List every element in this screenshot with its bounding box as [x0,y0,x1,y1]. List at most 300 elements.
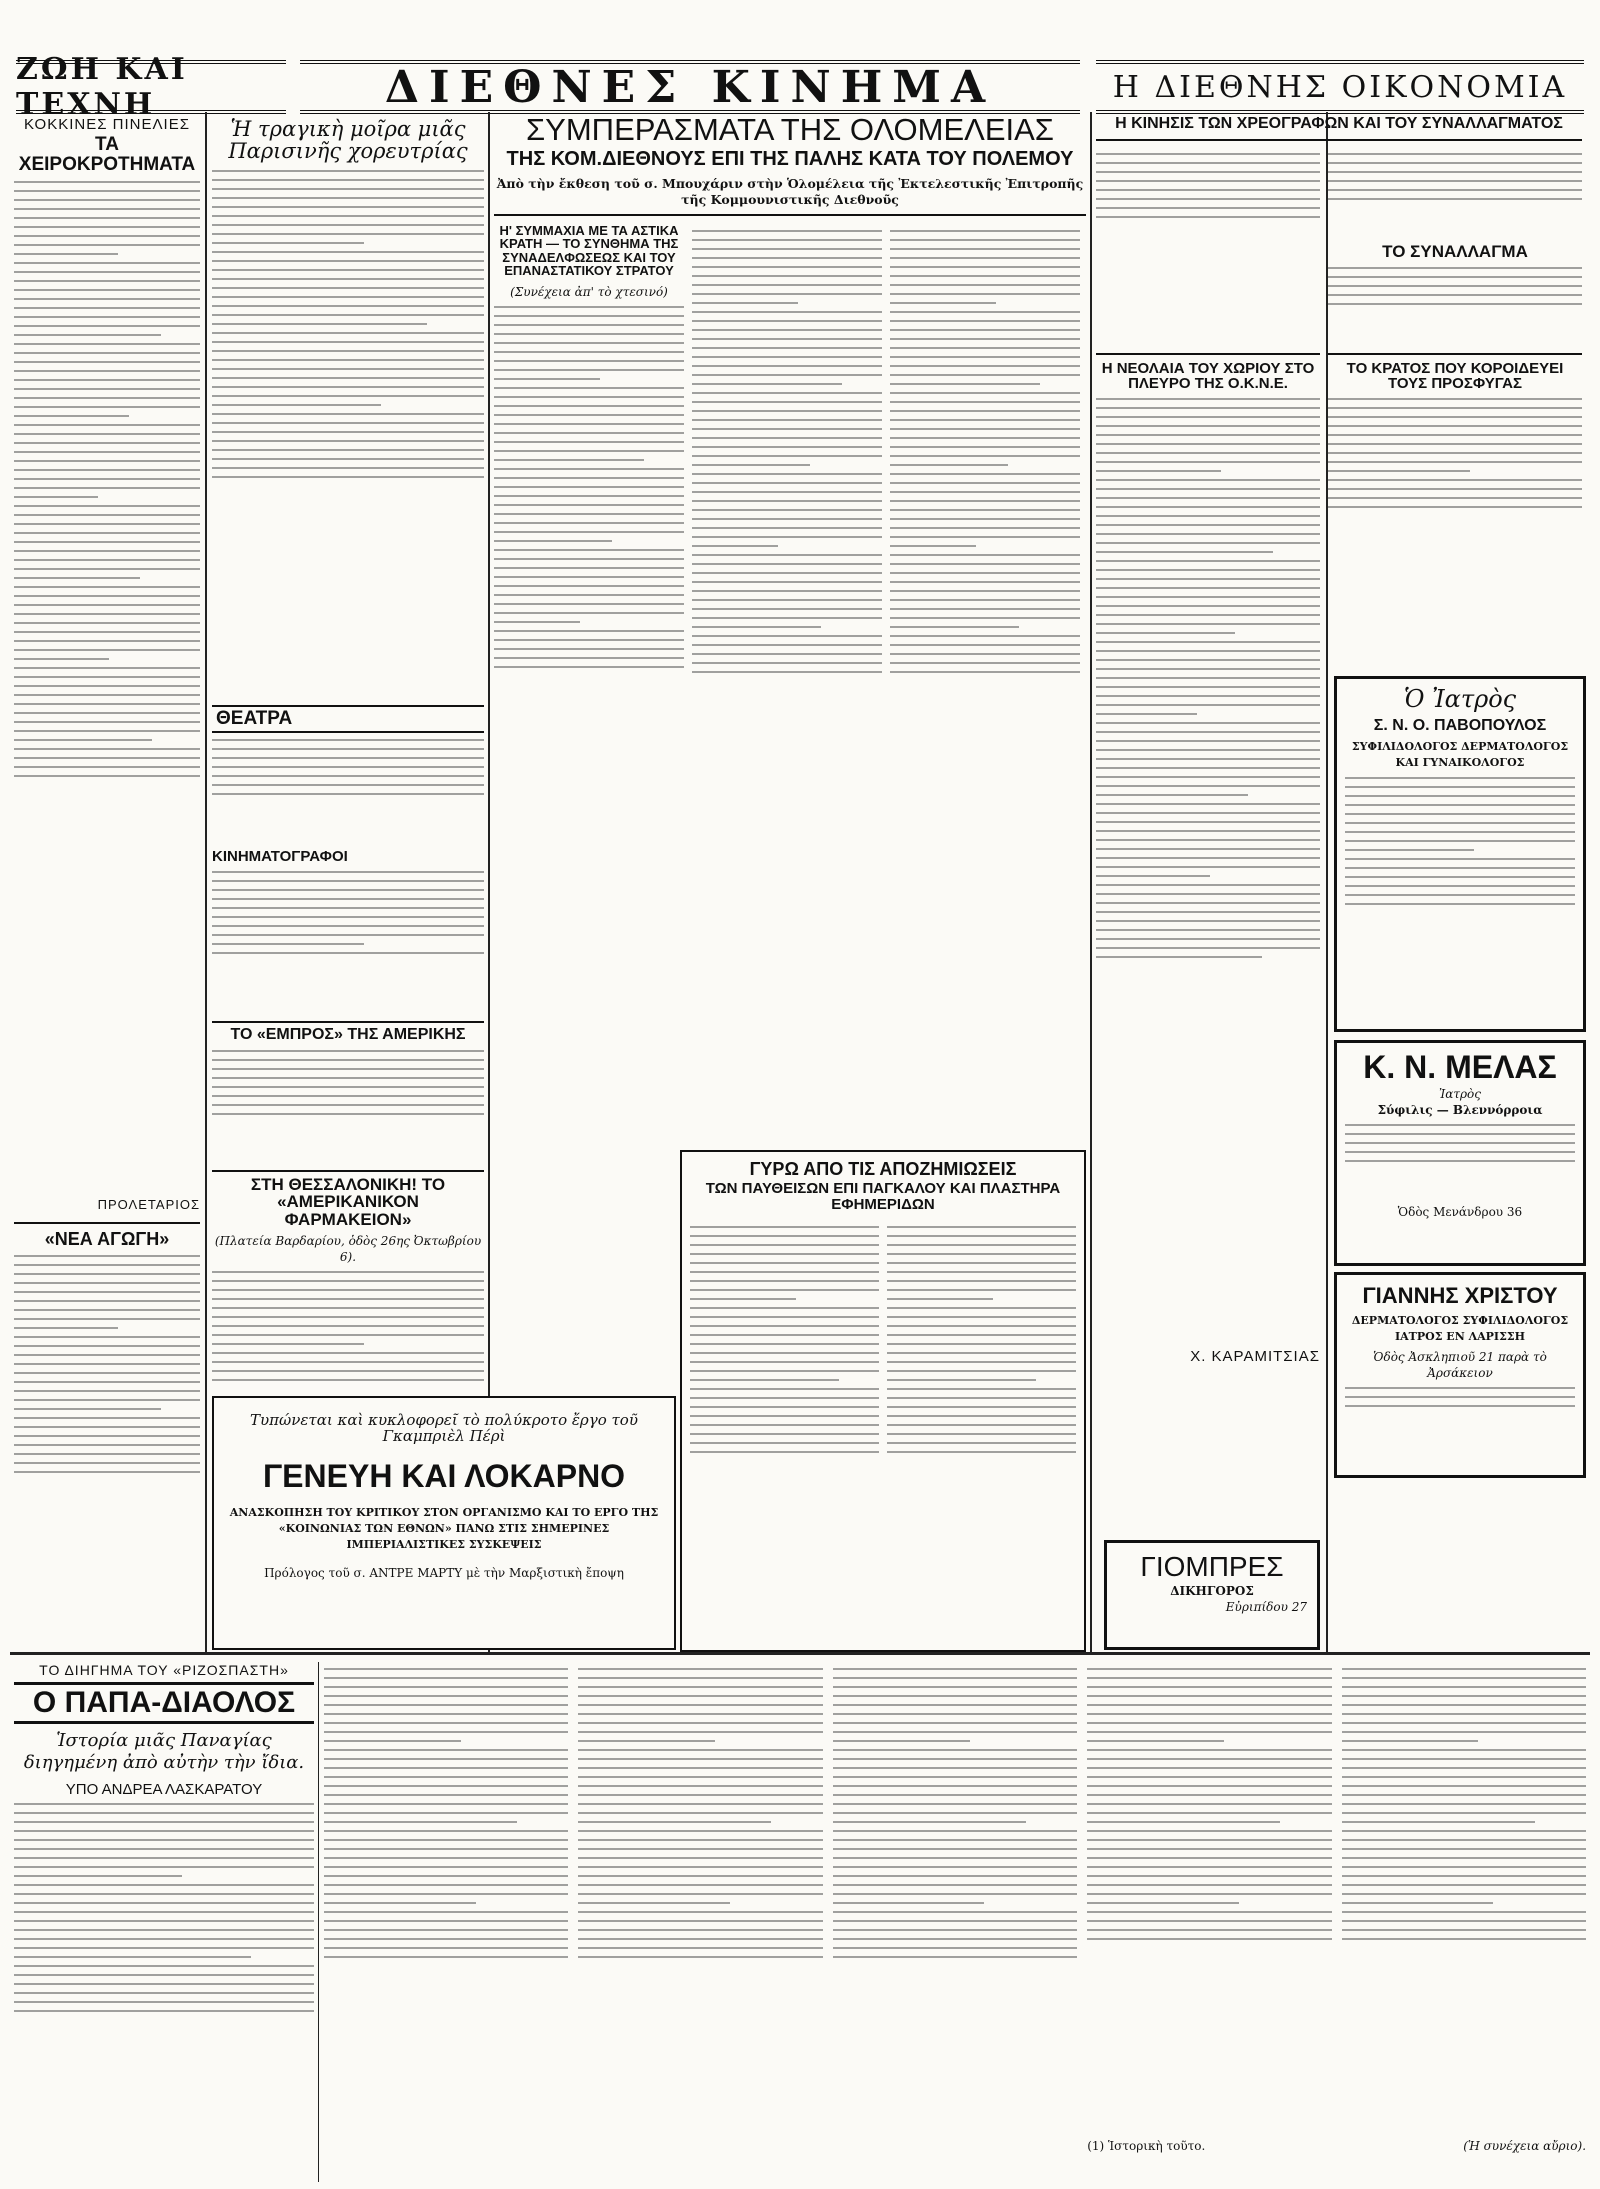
text-line [212,449,484,451]
text-line [324,1758,568,1760]
section-header-international-economy: Η ΔΙΕΘΝΗΣ ΟΙΚΟΝΟΜΙΑ [1096,60,1584,114]
text-line [1328,189,1582,191]
text-line [1096,902,1320,904]
text-line [1342,1722,1586,1724]
text-line [890,455,1080,457]
text-line [690,1352,879,1354]
text-line [887,1370,1076,1372]
text-line [14,307,200,309]
text-line [1342,1821,1535,1823]
text-line [324,1803,568,1805]
text-line [14,271,200,273]
text-line [14,289,200,291]
text-line [14,541,200,543]
text-line [890,509,1080,511]
text-line [14,388,200,390]
text-line [1087,1686,1331,1688]
serial-subtitle: Ἱστορία μιᾶς Παναγίας διηγημένη ἀπὸ αὐτὴν τὴν ἴδια. [23,1729,305,1773]
text-line [692,500,882,502]
text-line [890,572,1080,574]
text-line [14,325,200,327]
text-line [1342,1803,1586,1805]
text-line [833,1812,1077,1814]
text-line [890,428,1080,430]
text-line [578,1794,822,1796]
text-line [212,1095,484,1097]
text-line [692,257,882,259]
text-line [14,1327,118,1329]
text-line [1096,794,1248,796]
text-line [494,423,684,425]
text-line [212,880,484,882]
text-line [1345,876,1575,878]
text-line [212,1077,484,1079]
text-line [890,671,1080,673]
text-line [494,594,684,596]
text-line [1096,180,1320,182]
text-line [1328,497,1582,499]
text-line [212,1352,484,1354]
text-line [887,1433,1076,1435]
text-line [1342,1812,1586,1814]
ad-name: ΓΙΑΝΝΗΣ ΧΡΙΣΤΟΥ [1362,1283,1558,1308]
text-line [890,284,1080,286]
text-line [212,314,484,316]
text-line [212,871,484,873]
reparations-article [680,1150,1086,1652]
text-line [890,293,1080,295]
text-line [494,666,684,668]
text-line [494,630,684,632]
text-line [494,414,684,416]
text-line [14,298,200,300]
text-line [890,653,1080,655]
text-line [14,730,200,732]
text-line [692,626,821,628]
text-line [690,1244,879,1246]
text-line [1345,903,1575,905]
text-line [890,329,1080,331]
text-line [212,739,484,741]
text-line [14,1291,200,1293]
article-body [494,306,684,926]
text-line [324,1740,461,1742]
text-line [578,1722,822,1724]
text-line [14,1893,314,1895]
text-line [212,188,484,190]
text-line [1096,216,1320,218]
text-line [14,667,200,669]
text-line [14,1920,314,1922]
text-line [324,1713,568,1715]
text-line [14,568,200,570]
text-line [833,1803,1077,1805]
text-line [212,440,484,442]
text-line [1096,740,1320,742]
text-line [833,1920,1077,1922]
text-line [1096,587,1320,589]
text-line [212,1379,484,1381]
ad-title: Ὁ Ἰατρὸς [1403,685,1517,713]
text-line [578,1893,822,1895]
text-line [1328,153,1582,155]
text-line [578,1857,822,1859]
text-line [833,1893,1077,1895]
text-line [1096,731,1320,733]
text-line [324,1767,568,1769]
text-line [690,1415,879,1417]
text-line [324,1731,568,1733]
text-line [690,1262,879,1264]
cinema-heading: ΚΙΝΗΜΑΤΟΓΡΑΦΟΙ [212,848,348,866]
text-line [578,1677,822,1679]
text-line [1342,1848,1586,1850]
text-line [212,170,484,172]
text-line [690,1451,879,1453]
book-ad [212,1396,676,1650]
text-line [1096,767,1320,769]
text-line [1345,822,1575,824]
text-line [14,352,200,354]
text-line [1087,1722,1331,1724]
text-line [833,1677,1077,1679]
text-line [1087,1857,1331,1859]
text-line [833,1704,1077,1706]
text-line [1328,461,1582,463]
text-line [14,316,200,318]
text-line [890,446,1080,448]
text-line [1345,1387,1575,1389]
text-line [14,244,200,246]
text-line [14,514,200,516]
text-line [578,1821,771,1823]
text-line [578,1758,822,1760]
text-line [1345,1133,1575,1135]
reparations-headline-1: ΓΥΡΩ ΑΠΟ ΤΙΣ ΑΠΟΖΗΜΙΩΣΕΙΣ [749,1159,1017,1179]
text-line [1087,1884,1331,1886]
text-line [690,1442,879,1444]
text-line [14,586,200,588]
text-line [14,406,200,408]
text-line [690,1397,879,1399]
text-line [578,1929,822,1931]
text-line [212,224,484,226]
text-line [212,898,484,900]
text-line [1087,1866,1331,1868]
text-line [14,280,200,282]
text-line [1328,285,1582,287]
text-line [212,1370,484,1372]
text-line [692,554,882,556]
text-line [887,1415,1076,1417]
text-line [692,419,882,421]
text-line [890,545,976,547]
text-line [324,1776,568,1778]
serial-author: ΥΠΟ ΑΝΔΡΕΑ ΛΑΣΚΑΡΑΤΟΥ [65,1780,263,1798]
article-body [212,170,484,705]
text-line [890,464,1008,466]
text-line [1096,938,1320,940]
text-line [1096,153,1320,155]
text-line [494,603,684,605]
continued-note: (Συνέχεια ἀπ' τὸ χτεσινό) [510,285,668,300]
text-line [690,1388,879,1390]
text-line [212,907,484,909]
text-line [890,554,1080,556]
exchange-heading: ΤΟ ΣΥΝΑΛΛΑΓΜΑ [1382,241,1528,261]
text-line [1096,884,1320,886]
text-line [14,595,200,597]
text-line [887,1280,1076,1282]
text-line [833,1767,1077,1769]
text-line [1342,1785,1586,1787]
text-line [212,422,484,424]
text-line [692,599,882,601]
text-line [494,387,684,389]
main-headline-1: ΣΥΜΠΕΡΑΣΜΑΤΑ ΤΗΣ ΟΛΟΜΕΛΕΙΑΣ [526,114,1054,147]
text-line [14,613,200,615]
text-line [1328,470,1470,472]
text-line [690,1280,879,1282]
text-line [324,1911,568,1913]
text-line [212,296,484,298]
text-line [1087,1929,1331,1931]
text-line [1087,1893,1331,1895]
text-line [1342,1749,1586,1751]
text-line [324,1884,568,1886]
text-line [690,1235,879,1237]
book-title: ΓΕΝΕΥΗ ΚΑΙ ΛΟΚΑΡΝΟ [262,1458,626,1494]
text-line [578,1920,822,1922]
text-line [1096,722,1320,724]
text-line [14,253,118,255]
emporos-heading: ΤΟ «ΕΜΠΡΟΣ» ΤΗΣ ΑΜΕΡΙΚΗΣ [212,1021,484,1044]
text-line [1096,713,1197,715]
text-line [324,1812,568,1814]
text-line [1087,1731,1331,1733]
text-line [1087,1875,1331,1877]
text-line [1087,1920,1331,1922]
text-line [887,1226,1076,1228]
text-line [212,260,484,262]
text-line [1328,443,1582,445]
book-foreword: Πρόλογος τοῦ σ. ΑΝΤΡΕ ΜΑΡΤΥ μὲ τὴν Μαρξιστικὴ ἔποψη [264,1566,624,1580]
serial-kicker: ΤΟ ΔΙΗΓΗΜΑ ΤΟΥ «ΡΙΖΟΣΠΑΣΤΗ» [39,1662,289,1678]
text-line [890,401,1080,403]
text-line [1345,1124,1575,1126]
text-line [1342,1677,1586,1679]
text-line [1342,1920,1586,1922]
text-line [890,383,1040,385]
text-line [578,1830,822,1832]
text-line [14,469,200,471]
pharmacy-heading: ΣΤΗ ΘΕΣΣΑΛΟΝΙΚΗ! ΤΟ «ΑΜΕΡΙΚΑΝΙΚΟΝ ΦΑΡΜΑΚΕΙΟΝ» [212,1170,484,1230]
text-line [1328,276,1582,278]
text-line [1087,1704,1331,1706]
text-line [890,527,1080,529]
text-line [14,640,200,642]
text-line [1342,1776,1586,1778]
text-line [1096,542,1320,544]
text-line [887,1271,1076,1273]
text-line [1096,551,1273,553]
text-line [14,1866,314,1868]
text-line [578,1803,822,1805]
text-line [14,1992,314,1994]
text-line [14,1803,314,1805]
text-line [692,338,882,340]
section-header-international-movement: ΔΙΕΘΝΕΣ ΚΙΝΗΜΑ [300,60,1080,114]
ad-specialty: ΣΥΦΙΛΙΔΟΛΟΓΟΣ ΔΕΡΜΑΤΟΛΟΓΟΣ ΚΑΙ ΓΥΝΑΙΚΟΛΟΓΟΣ [1351,740,1569,769]
text-line [14,478,200,480]
text-line [1096,830,1320,832]
text-line [1328,425,1582,427]
text-line [14,370,200,372]
text-line [14,1929,314,1931]
text-line [494,585,684,587]
text-line [692,635,882,637]
text-line [887,1442,1076,1444]
text-line [212,916,484,918]
text-line [690,1226,879,1228]
text-line [212,766,484,768]
text-line [14,766,200,768]
text-line [494,441,684,443]
text-line [14,1444,200,1446]
text-line [494,369,684,371]
text-line [1328,506,1582,508]
text-line [1096,515,1320,517]
text-line [494,648,684,650]
pharmacy-address: (Πλατεία Βαρδαρίου, ὁδὸς 26ης Ὀκτωβρίου 6). [214,1234,482,1265]
text-line [212,1298,484,1300]
text-line [14,199,200,201]
text-line [14,2010,314,2012]
text-line [14,1345,200,1347]
text-line [692,302,798,304]
text-line [14,235,200,237]
text-line [692,428,882,430]
text-line [833,1938,1077,1940]
article-body [692,230,882,990]
text-line [1096,189,1320,191]
text-line [14,343,200,345]
text-line [692,563,882,565]
text-line [690,1298,796,1300]
text-line [212,1325,484,1327]
text-line [212,784,484,786]
text-line [690,1343,879,1345]
text-line [887,1289,1076,1291]
text-line [212,251,484,253]
text-line [890,644,1080,646]
text-line [14,523,200,525]
text-line [494,522,684,524]
text-line [14,190,200,192]
doctor-ad-pavopoulos [1334,676,1586,1032]
text-line [14,1363,200,1365]
lawyer-ad-giompres [1104,1540,1320,1650]
text-line [887,1334,1076,1336]
text-line [1342,1713,1586,1715]
text-line [1328,452,1582,454]
text-line [1345,786,1575,788]
text-line [14,2001,314,2003]
theatre-listings [212,739,484,849]
text-line [1328,294,1582,296]
text-line [212,368,484,370]
text-line [1096,171,1320,173]
text-line [1342,1911,1586,1913]
text-line [890,392,1080,394]
text-line [212,197,484,199]
text-line [14,1354,200,1356]
text-line [14,1983,314,1985]
text-line [578,1695,822,1697]
text-line [833,1830,1077,1832]
text-line [212,943,364,945]
text-line [578,1713,822,1715]
text-line [578,1911,822,1913]
text-line [14,496,98,498]
text-line [14,1902,314,1904]
text-line [1087,1911,1331,1913]
text-line [1087,1740,1224,1742]
text-line [14,415,129,417]
ad-specialty: ΔΕΡΜΑΤΟΛΟΓΟΣ ΣΥΦΙΛΙΔΟΛΟΓΟΣ ΙΑΤΡΟΣ ΕΝ ΛΑΡΙΣΣΗ [1351,1314,1569,1343]
text-line [324,1938,568,1940]
text-line [692,464,810,466]
text-line [212,1086,484,1088]
text-line [578,1839,822,1841]
text-line [14,1884,314,1886]
text-line [212,1334,484,1336]
text-line [14,1273,200,1275]
text-line [887,1325,1076,1327]
text-line [1345,1405,1575,1407]
text-line [14,748,200,750]
text-line [1342,1731,1586,1733]
text-line [890,356,1080,358]
text-line [14,1848,314,1850]
text-line [212,476,484,478]
text-line [1342,1884,1586,1886]
text-line [578,1956,822,1958]
text-line [692,320,882,322]
text-line [494,612,684,614]
text-line [1096,641,1320,643]
text-line [1345,813,1575,815]
text-line [1087,1821,1280,1823]
text-line [887,1343,1076,1345]
text-line [324,1704,568,1706]
text-line [494,360,684,362]
text-line [14,1336,200,1338]
text-line [690,1370,879,1372]
doctor-ad-melas [1334,1040,1586,1266]
text-line [890,365,1080,367]
text-line [833,1713,1077,1715]
text-line [14,379,200,381]
text-line [690,1271,879,1273]
text-line [578,1866,822,1868]
text-line [212,1289,484,1291]
text-line [692,590,882,592]
text-line [212,278,484,280]
text-line [690,1325,879,1327]
text-line [1096,614,1320,616]
text-line [578,1740,715,1742]
